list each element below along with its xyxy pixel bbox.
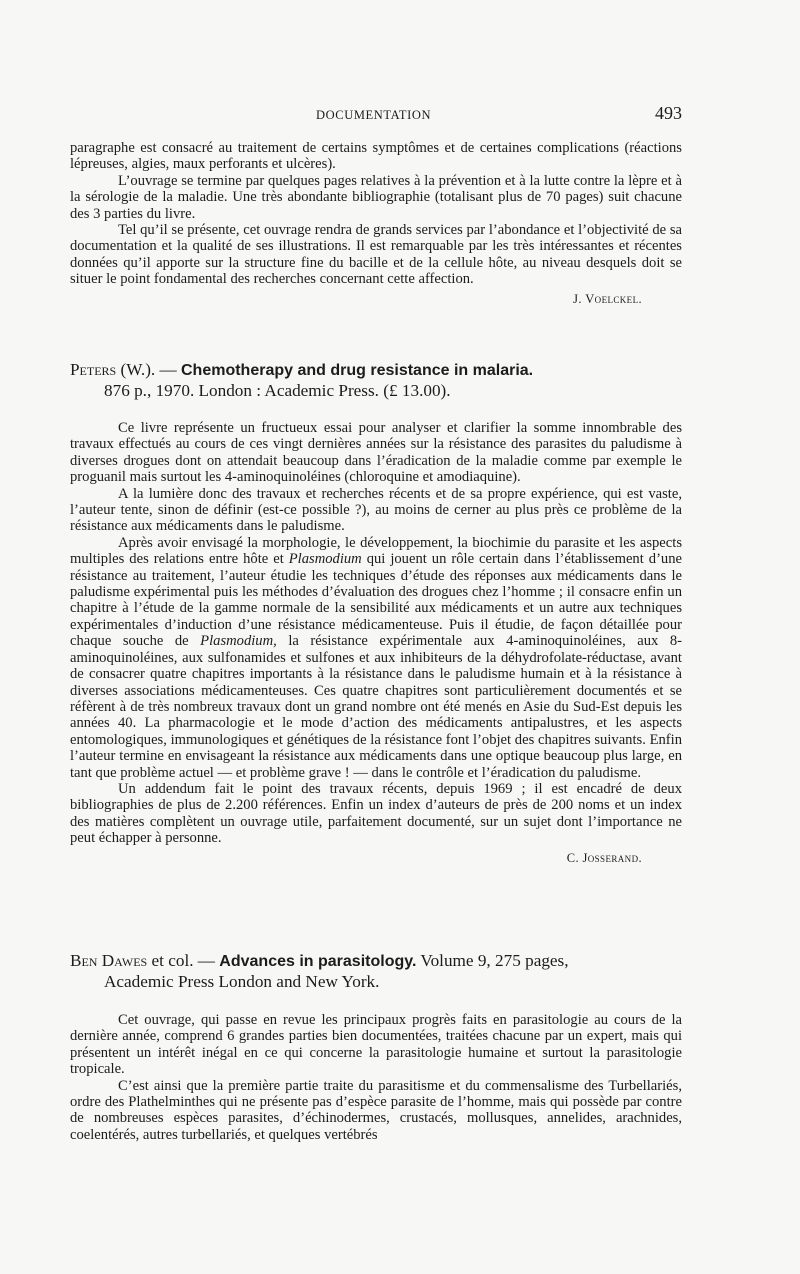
genus-name: Plasmodium, (200, 633, 277, 650)
signature: J. Voelckel. (573, 291, 642, 306)
paragraph: Ce livre représente un fructueux essai pour analyser et clarifier la somme innombrable des travaux effectués au cours de ces vingt dernières années sur la résistance des parasites du paludisme à diverses drogues dont on attendait beaucoup dans l’éradication de la maladie comme par exemple le proguanil mais surtout les 4-aminoquinoléines (chloroquine et amodiaquine). (70, 420, 682, 486)
book-details: Volume 9, 275 pages, (416, 951, 569, 970)
paragraph: paragraphe est consacré au traitement de certains symptômes et de certaines complications (réactions lépreuses, algies, maux perforants et ulcères). (70, 140, 682, 173)
review-author: Peters (W.). (70, 360, 156, 379)
heading-dash: — (155, 360, 181, 379)
paragraph: C’est ainsi que la première partie traite du parasitisme et du commensalisme des Turbellariés, ordre des Plathelminthes qui ne présente pas d’espèce parasite de l’homme, mais qui possède par contre de nombreuses espèces parasites, d’échinodermes, crustacés, mollusques, annelides, arachnides, coelentérés, autres turbellariés, et quelques vertébrés (70, 1077, 682, 1143)
paragraph: Après avoir envisagé la morphologie, le développement, la biochimie du parasite et les aspects multiples des relations entre hôte et Plasmodium qui jouent un rôle certain dans l’établissement d’une résistance au traitement, l’auteur étudie les techniques d’étude des réponses aux médicaments dans le paludisme expérimental puis les méthodes d’évaluation des drogues chez l’homme ; il consacre enfin un chapitre à l’étude de la gamme normale de la sensibilité aux médicaments et un autre aux techniques expérimentales d’induction d’une résistance médicamenteuse. Puis il étudie, de façon détaillée pour chaque souche de Plasmodium, la résistance expérimentale aux 4-aminoquinoléines, aux 8-aminoquinoléines, aux sulfonamides et sulfones et aux inhibiteurs de la déhydrofolate-réductase, avant de consacrer quatre chapitres importants à la résistance dans le paludisme humain et à la résistance à diverses associations médicamenteuses. Ces quatre chapitres sont particulièrement documentés et se réfèrent à de très nombreux travaux dont un grand nombre ont été menés en Asie du Sud-Est depuis les années 40. La pharmacologie et le mode d’action des médicaments antipalustres, et les aspects entomologiques, immunologiques et génétiques de la résistance font l’objet des chapitres suivants. Enfin l’auteur termine en envisageant la résistance aux médicaments dans une optique beaucoup plus large, en tant que problème actuel — et problème grave ! — dans le contrôle et l’éradication du paludisme. (70, 534, 682, 781)
page-header (70, 103, 682, 128)
book-publisher: Academic Press London and New York. (104, 972, 380, 991)
review-body (70, 420, 682, 866)
paragraph: Tel qu’il se présente, cet ouvrage rendra de grands services par l’abondance et l’objectivité de sa documentation et la qualité de ses illustrations. Il est remarquable par les très intéressantes et récentes données qu’il apporte sur la structure fine du bacille et de la cellule hôte, au niveau desquels doit se situer le point fondamental des recherches concernant cette affection. (70, 222, 682, 288)
book-details: 876 p., 1970. London : Academic Press. (£ 13.00). (104, 381, 451, 400)
review-heading (70, 360, 682, 401)
review-heading (70, 951, 682, 992)
heading-connector: et col. — (147, 951, 220, 970)
running-title: DOCUMENTATION (316, 108, 432, 122)
book-title: Advances in parasitology. (219, 953, 417, 970)
paragraph: Un addendum fait le point des travaux récents, depuis 1969 ; il est encadré de deux bibliographies de plus de 2.200 références. Enfin un index d’auteurs de près de 200 noms et un index des matières complètent un ouvrage utile, parfaitement documenté, sur un sujet dont l’importance ne peut échapper à personne. (70, 780, 682, 847)
paragraph: L’ouvrage se termine par quelques pages relatives à la prévention et à la lutte contre la lèpre et à la sérologie de la maladie. Une très abondante bibliographie (totalisant plus de 70 pages) suit chacune des 3 parties du livre. (70, 172, 682, 222)
review-author: Ben Dawes (70, 951, 148, 970)
paragraph: Cet ouvrage, qui passe en revue les principaux progrès faits en parasitologie au cours de la dernière année, comprend 6 grandes parties bien documentées, traitées chacune par un expert, mais qui présentent un intérêt inégal en ce qui concerne la parasitologie humaine et surtout la parasitologie tropicale. (70, 1012, 682, 1078)
page-number: 493 (655, 103, 682, 123)
review-continuation (70, 140, 682, 307)
genus-name: Plasmodium (288, 551, 362, 568)
signature: C. Josserand. (566, 850, 642, 865)
paragraph: A la lumière donc des travaux et recherches récents et de sa propre expérience, qui est vaste, l’auteur tente, sinon de définir (est-ce possible ?), au moins de cerner au plus près ce problème de la résistance aux médicaments dans le paludisme. (70, 485, 682, 535)
review-body (70, 1012, 682, 1143)
book-title: Chemotherapy and drug resistance in malaria. (181, 362, 534, 379)
